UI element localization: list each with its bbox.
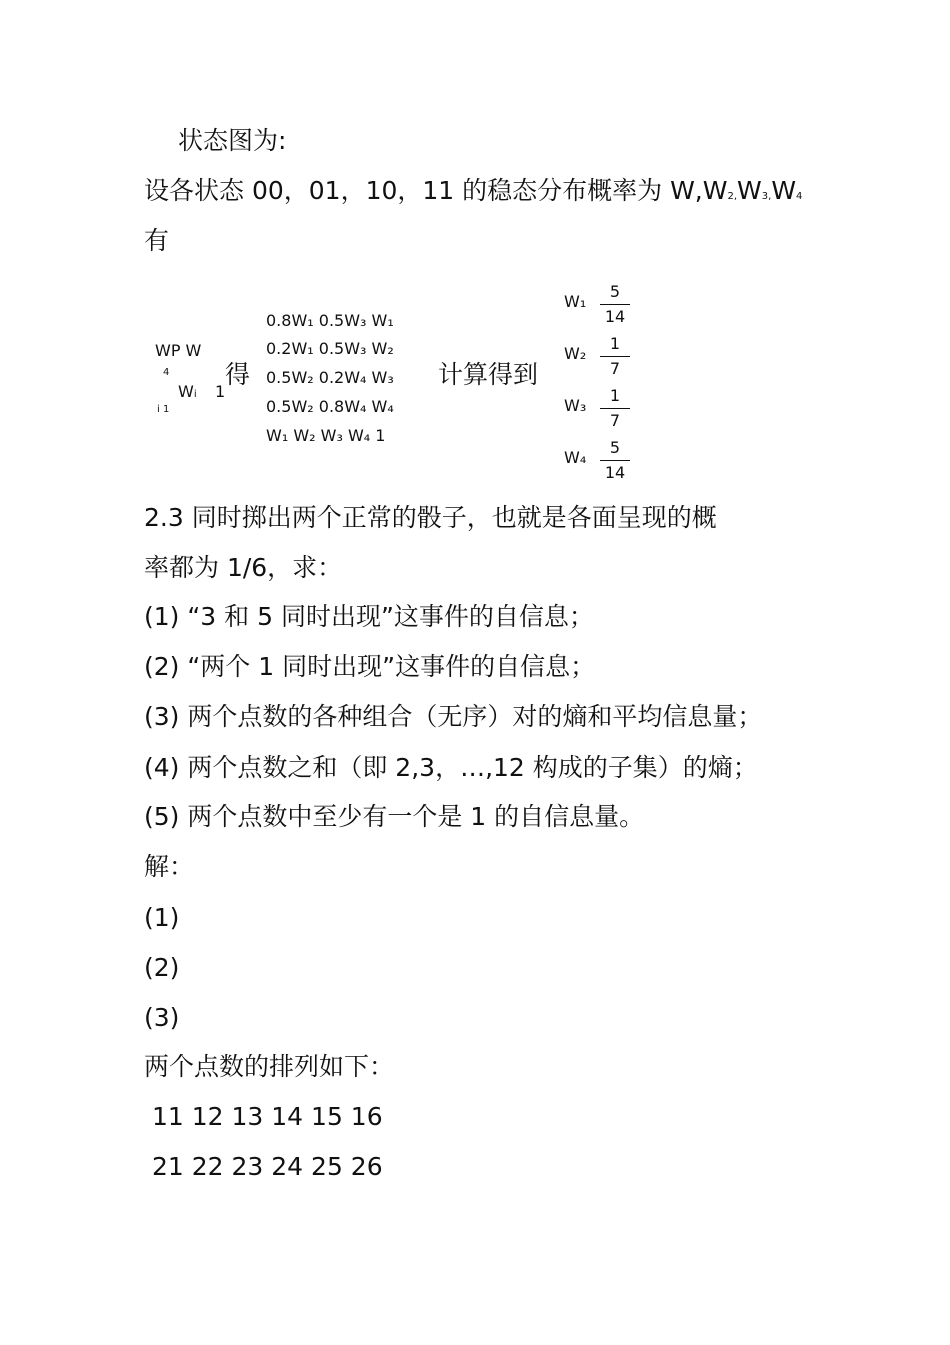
- result-w4-label: W₄: [564, 448, 587, 467]
- you-text: 有: [144, 226, 170, 255]
- question-5: (5) 两个点数中至少有一个是 1 的自信息量。: [144, 802, 645, 831]
- state-diagram-caption: 状态图为:: [178, 126, 287, 155]
- problem-title: 2.3 同时掷出两个正常的骰子，也就是各面呈现的概: [144, 503, 717, 532]
- solution-part-1: (1): [144, 903, 180, 932]
- calc-result-text: 计算得到: [438, 360, 539, 389]
- w4-symbol: W: [771, 176, 797, 205]
- question-4: (4) 两个点数之和（即 2,3，…,12 构成的子集）的熵；: [144, 753, 758, 782]
- system-eq-2: 0.2W₁ 0.5W₃ W₂: [266, 339, 394, 358]
- solution-label: 解：: [144, 852, 195, 881]
- system-eq-3: 0.5W₂ 0.2W₄ W₃: [266, 368, 394, 387]
- problem-title-cont: 率都为 1/6，求：: [144, 553, 343, 582]
- eq-left-sum-lower: i 1: [157, 404, 170, 415]
- solution-part-2: (2): [144, 953, 180, 982]
- permutation-intro: 两个点数的排列如下：: [144, 1052, 395, 1081]
- w3-symbol: W: [737, 176, 762, 205]
- eq-left-wi: Wi: [178, 382, 197, 401]
- result-w4-fraction: 5 14: [600, 438, 630, 483]
- eq-left-top: WP W: [155, 341, 202, 360]
- w3-subscript: 3,: [761, 191, 772, 202]
- w4-subscript: 4: [796, 191, 803, 202]
- permutation-row-1: 11 12 13 14 15 16: [152, 1102, 383, 1131]
- result-w3-fraction: 1 7: [600, 386, 630, 431]
- w2-subscript: 2,: [727, 191, 738, 202]
- result-w1-label: W₁: [564, 292, 587, 311]
- system-eq-1: 0.8W₁ 0.5W₃ W₁: [266, 311, 394, 330]
- system-eq-4: 0.5W₂ 0.8W₄ W₄: [266, 397, 394, 416]
- result-w1-fraction: 5 14: [600, 282, 630, 327]
- eq-left-sum-upper: 4: [163, 367, 170, 378]
- result-w2-label: W₂: [564, 344, 587, 363]
- question-2: (2) “两个 1 同时出现”这事件的自信息；: [144, 652, 596, 681]
- solution-part-3: (3): [144, 1003, 180, 1032]
- stationary-text: 设各状态 00，01，10，11 的稳态分布概率为 W,W: [144, 176, 728, 205]
- result-w2-fraction: 1 7: [600, 334, 630, 379]
- stationary-distribution-line: [144, 176, 802, 206]
- question-1: (1) “3 和 5 同时出现”这事件的自信息；: [144, 602, 594, 631]
- question-3: (3) 两个点数的各种组合（无序）对的熵和平均信息量；: [144, 702, 763, 731]
- system-eq-5: W₁ W₂ W₃ W₄ 1: [266, 426, 386, 445]
- de-text: 得: [225, 360, 251, 389]
- result-w3-label: W₃: [564, 396, 587, 415]
- eq-left-one: 1: [215, 382, 226, 401]
- permutation-row-2: 21 22 23 24 25 26: [152, 1152, 383, 1181]
